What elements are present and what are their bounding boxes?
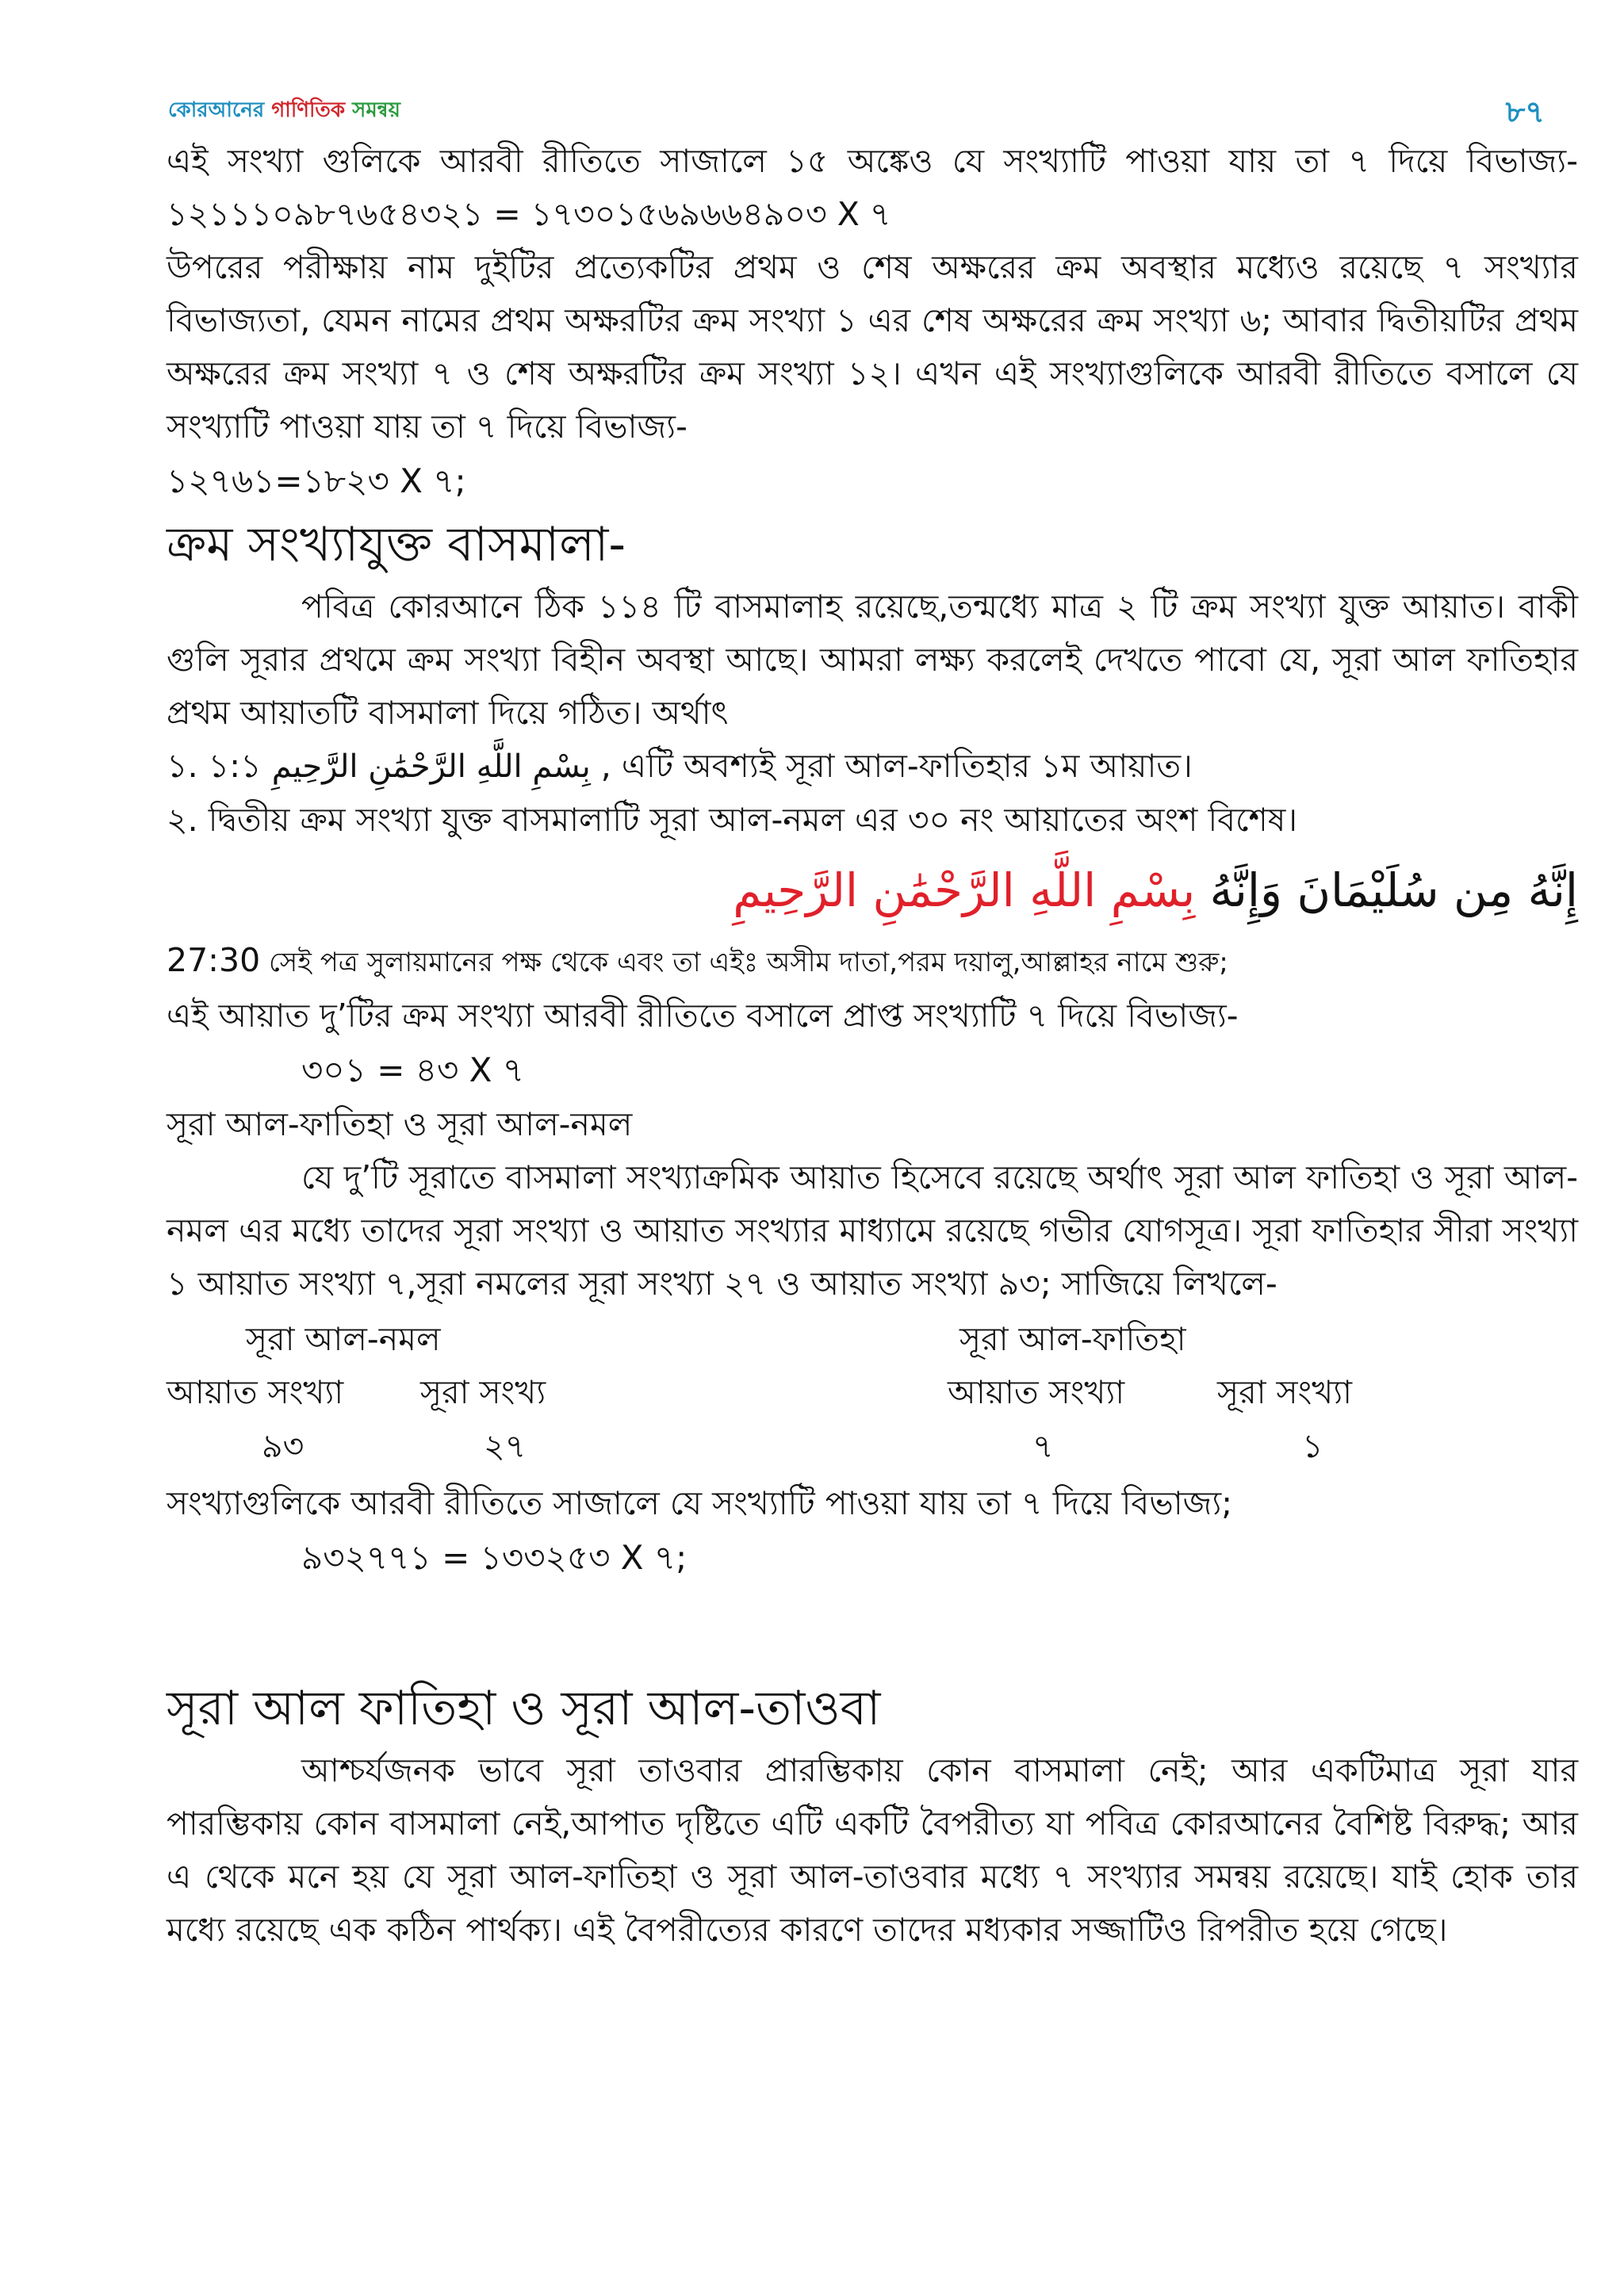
list-item-2: ২. দ্বিতীয় ক্রম সংখ্যা যুক্ত বাসমালাটি সূরা আল-নমল এর ৩০ নং আয়াতের অংশ বিশেষ। [167,801,1298,839]
page-number: ৮৭ [1505,94,1545,129]
table-naml-ayat-value: ৯৩ [262,1427,304,1465]
running-title-part3: সমন্বয় [352,98,400,122]
verse-translation [167,934,1578,989]
paragraph-3: পবিত্র কোরআনে ঠিক ১১৪ টি বাসমালাহ রয়েছে,তন্মধ্যে মাত্র ২ টি ক্রম সংখ্যা যুক্ত আয়াত। বাকী গুলি সূরার প্রথমে ক্রম সংখ্যা বিহীন অবস্থা আছে। আমরা লক্ষ্য করলেই দেখতে পাবো যে, সূরা আল ফাতিহার প্রথম আয়াতটি বাসমালা দিয়ে গঠিত। অর্থাৎ [167,587,1578,732]
running-title [168,94,400,128]
table-fatiha-sura-label: সূরা সংখ্যা [1217,1373,1352,1411]
page-content [167,135,1578,1957]
verse-reference: 27:30 [167,941,261,979]
paragraph-4: এই আয়াত দু’টির ক্রম সংখ্যা আরবী রীতিতে বসালে প্রাপ্ত সংখ্যাটি ৭ দিয়ে বিভাজ্য- [167,997,1239,1035]
paragraph-6: সংখ্যাগুলিকে আরবী রীতিতে সাজালে যে সংখ্যাটি পাওয়া যায় তা ৭ দিয়ে বিভাজ্য; [167,1484,1233,1522]
arabic-basmala-inline: بِسْمِ اللَّهِ الرَّحْمَٰنِ الرَّحِيمِ [271,748,591,785]
heading-numbered-basmala: ক্রম সংখ্যাযুক্ত বাসমালা- [167,517,626,572]
table-naml-title: সূরা আল-নমল [246,1320,441,1358]
list-item-1-suffix: , এটি অবশ্যই সূরা আল-ফাতিহার ১ম আয়াত। [590,747,1193,785]
running-title-part2: গাণিতিক [271,98,353,122]
table-fatiha-sura-value: ১ [1302,1427,1323,1465]
table-naml-ayat-label: আয়াত সংখ্যা [167,1373,344,1411]
sura-number-table [167,1311,1578,1477]
paragraph-7: আশ্চর্যজনক ভাবে সূরা তাওবার প্রারম্ভিকায় কোন বাসমালা নেই; আর একটিমাত্র সূরা যার পারম্ভিকায় কোন বাসমালা নেই,আপাত দৃষ্টিতে এটি একটি বৈপরীত্য যা পবিত্র কোরআনের বৈশিষ্ট বিরুদ্ধ; আর এ থেকে মনে হয় যে সূরা আল-ফাতিহা ও সূরা আল-তাওবার মধ্যে ৭ সংখ্যার সমন্বয় রয়েছে। যাই হোক তার মধ্যে রয়েছে এক কঠিন পার্থক্য। এই বৈপরীত্যের কারণে তাদের মধ্যকার সজ্জাটিও রিপরীত হয়ে গেছে। [167,1751,1578,1949]
verse-translation-text: সেই পত্র সুলায়মানের পক্ষ থেকে এবং তা এইঃ অসীম দাতা,পরম দয়ালু,আল্লাহর নামে শুরু; [260,947,1228,978]
paragraph-2: উপরের পরীক্ষায় নাম দুইটির প্রত্যেকটির প্রথম ও শেষ অক্ষরের ক্রম অবস্থার মধ্যেও রয়েছে ৭ সংখ্যার বিভাজ্যতা, যেমন নামের প্রথম অক্ষরটির ক্রম সংখ্যা ১ এর শেষ অক্ষরের ক্রম সংখ্যা ৬; আবার দ্বিতীয়টির প্রথম অক্ষরের ক্রম সংখ্যা ৭ ও শেষ অক্ষরটির ক্রম সংখ্যা ১২। এখন এই সংখ্যাগুলিকে আরবী রীতিতে বসালে যে সংখ্যাটি পাওয়া যায় তা ৭ দিয়ে বিভাজ্য- [167,248,1578,446]
arabic-verse-basmala: بِسْمِ اللَّهِ الرَّحْمَٰنِ الرَّحِيمِ [733,863,1196,917]
arabic-verse-part: إِنَّهُ مِن سُلَيْمَانَ وَإِنَّهُ [1195,863,1578,917]
spacer [167,1586,1578,1673]
subheading-fatiha-naml: সূরা আল-ফাতিহা ও সূরা আল-নমল [167,1105,633,1143]
equation-3: ৯৩২৭৭১ = ১৩৩২৫৩ X ৭; [301,1538,688,1577]
paragraph-5: যে দু’টি সূরাতে বাসমালা সংখ্যাক্রমিক আয়াত হিসেবে রয়েছে অর্থাৎ সূরা আল ফাতিহা ও সূরা আল-নমল এর মধ্যে তাদের সূরা সংখ্যা ও আয়াত সংখ্যার মাধ্যামে রয়েছে গভীর যোগসূত্র। সূরা ফাতিহার সীরা সংখ্যা ১ আয়াত সংখ্যা ৭,সূরা নমলের সূরা সংখ্যা ২৭ ও আয়াত সংখ্যা ৯৩; সাজিয়ে লিখলে- [167,1158,1578,1303]
paragraph-1: এই সংখ্যা গুলিকে আরবী রীতিতে সাজালে ১৫ অঙ্কেও যে সংখ্যাটি পাওয়া যায় তা ৭ দিয়ে বিভাজ্য- ১২১১১০৯৮৭৬৫৪৩২১ = ১৭৩০১৫৬৯৬৬৪৯০৩ X ৭ [167,142,1578,233]
equation-1: ১২৭৬১=১৮২৩ X ৭; [167,461,466,500]
page-header [168,94,1545,133]
table-naml-sura-value: ২৭ [484,1427,527,1465]
list-item-1 [167,740,1578,794]
arabic-verse-27-30 [167,847,1578,934]
table-fatiha-ayat-label: আয়াত সংখ্যা [948,1373,1125,1411]
table-fatiha-title: সূরা আল-ফাতিহা [959,1320,1186,1358]
table-fatiha-ayat-value: ৭ [1032,1427,1054,1465]
table-naml-sura-label: সূরা সংখ্য [420,1373,546,1411]
equation-2: ৩০১ = ৪৩ X ৭ [301,1050,525,1089]
list-item-1-prefix: ১. ১:১ [167,747,272,785]
heading-fatiha-tawba: সূরা আল ফাতিহা ও সূরা আল-তাওবা [167,1681,881,1736]
running-title-part1: কোরআনের [168,98,272,122]
